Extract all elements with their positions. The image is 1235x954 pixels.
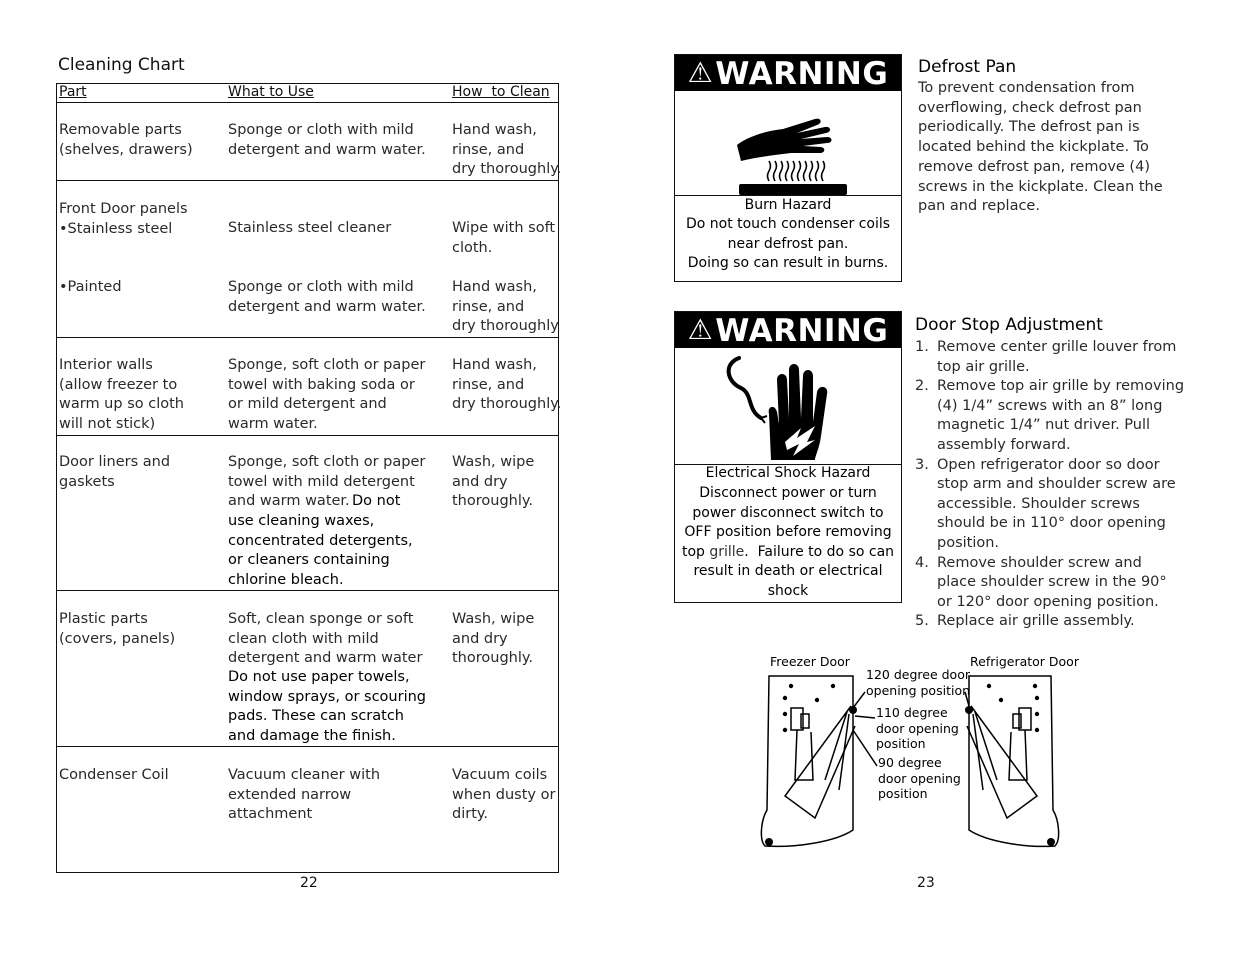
page-number-left: 22 [300,875,318,891]
warning-banner: ⚠WARNING [675,55,901,91]
electrical-hazard-text-end: result in death or electrical shock [693,563,883,599]
row-plastic-what: Soft, clean sponge or soft clean cloth with mild detergent and warm water [228,611,423,667]
row-divider [57,435,558,436]
refrigerator-door-label: Refrigerator Door [970,654,1079,669]
row-condenser-part: Condenser Coil [59,767,169,783]
row-interior-what: Sponge, soft cloth or paper towel with baking soda or or mild detergent and warm water. [228,357,426,432]
step-item: 4. Remove shoulder screw and place shoulder screw in the 90° or 120° door opening position. [915,554,1167,610]
header-part: Part [59,84,87,100]
row-painted-how: Hand wash, rinse, and dry thoroughly [452,279,559,335]
electrical-hazard-text: Disconnect power or turn power disconnect switch to OFF position before removing [684,485,892,541]
label-120-degree: 120 degree door opening position [866,667,971,698]
row-door-liners-warning: use cleaning waxes, concentrated detergents, or cleaners containing chlorine bleach. [228,513,413,588]
row-condenser-what: Vacuum cleaner with extended narrow attachment [228,767,381,823]
row-front-door-what: Stainless steel cleaner [228,220,392,236]
step-item: 3. Open refrigerator door so door stop arm and shoulder screw are accessible. Shoulder screws should be in 110° door opening position. [915,456,1176,551]
electrical-hazard-title: Electrical Shock Hazard [705,465,871,481]
row-divider [57,746,558,747]
row-divider [57,337,558,338]
row-door-liners-how: Wash, wipe and dry thoroughly. [452,454,535,510]
header-divider [57,102,558,103]
step-item: 5. Replace air grille assembly. [915,613,1135,630]
burn-hazard-text: Do not touch condenser coils near defrost pan. Doing so can result in burns. [685,216,891,272]
step-item: 1. Remove center grille louver from top air grille. [915,339,1177,375]
burn-hazard-warning [674,54,902,282]
defrost-pan-title: Defrost Pan [918,57,1017,77]
door-stop-steps [915,338,1185,632]
row-plastic-part: Plastic parts (covers, panels) [59,611,176,647]
header-what-to-use: What to Use [228,84,314,100]
electric-shock-hand-icon [719,352,859,464]
electrical-shock-warning [674,311,902,603]
cleaning-chart-title: Cleaning Chart [58,55,185,75]
warning-banner: ⚠WARNING [675,312,901,348]
row-removable-part: Removable parts (shelves, drawers) [59,122,193,158]
row-door-liners-warning-inline: Do not [352,493,401,509]
row-removable-how: Hand wash, rinse, and dry thoroughly. [452,122,562,178]
door-stop-title: Door Stop Adjustment [915,315,1103,335]
page-number-right: 23 [917,875,935,891]
row-painted-part: •Painted [59,279,122,295]
row-condenser-how: Vacuum coils when dusty or dirty. [452,767,556,823]
row-painted-what: Sponge or cloth with mild detergent and warm water. [228,279,426,315]
defrost-pan-text: To prevent condensation from overflowing, check defrost pan periodically. The defrost pan is located behind the kickplate. To remove defrost pan, remove (4) screws in the kickplate. Clean the pan and replace. [918,80,1163,215]
row-interior-how: Hand wash, rinse, and dry thoroughly. [452,357,562,413]
row-front-door-part: Front Door panels •Stainless steel [59,201,188,237]
row-door-liners-what: Sponge, soft cloth or paper towel with mild detergent and warm water. [228,454,426,510]
freezer-door-label: Freezer Door [770,654,850,669]
electrical-hazard-text-line: top grille. Failure to do so can [681,544,895,560]
row-plastic-warning: Do not use paper towels, window sprays, or scouring pads. These can scratch and damage the finish. [228,669,426,744]
row-divider [57,180,558,181]
row-plastic-how: Wash, wipe and dry thoroughly. [452,611,535,667]
label-110-degree: 110 degree door opening position [876,705,959,751]
label-90-degree: 90 degree door opening position [878,755,961,801]
hot-surface-hand-icon [725,109,855,199]
step-item: 2. Remove top air grille by removing (4) 1/4” screws with an 8” long magnetic 1/4” nut driver. Pull assembly forward. [915,378,1185,453]
warning-triangle-icon: ⚠ [687,56,714,89]
row-removable-what: Sponge or cloth with mild detergent and warm water. [228,122,426,158]
warning-triangle-icon: ⚠ [687,313,714,346]
header-how-to-clean: How to Clean [452,84,550,100]
burn-hazard-title: Burn Hazard [744,197,832,213]
row-interior-part: Interior walls (allow freezer to warm up so cloth will not stick) [59,357,184,432]
row-door-liners-part: Door liners and gaskets [59,454,171,490]
row-front-door-how: Wipe with soft cloth. [452,220,556,256]
row-divider [57,590,558,591]
